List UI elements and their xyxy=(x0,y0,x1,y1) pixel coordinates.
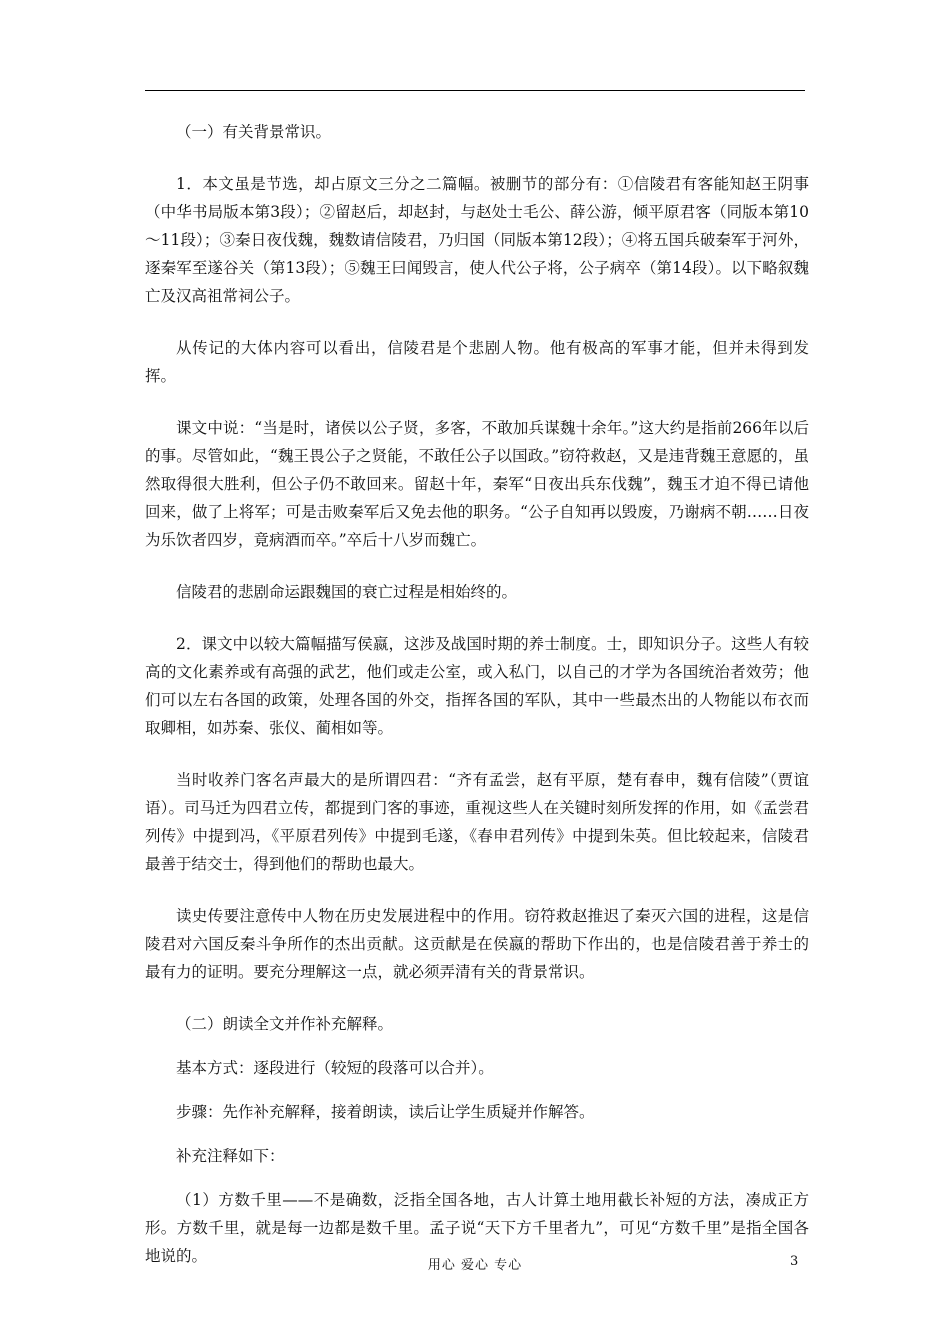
paragraph-houying-scholars: 2．课文中以较大篇幅描写侯嬴，这涉及战国时期的养士制度。士，即知识分子。这些人有较高的文化素养或有高强的武艺，他们或走公室，或入私门，以自己的才学为各国统治者效劳；他们可以左右各国的政策，处理各国的外交，指挥各国的军队，其中一些最杰出的人物能以布衣而取卿相，如苏秦、张仪、蔺相如等。 xyxy=(145,635,809,737)
header-rule xyxy=(145,90,805,91)
paragraph-text-quote: 课文中说：“当是时，诸侯以公子贤，多客，不敢加兵谋魏十余年。”这大约是指前266年以后的事。尽管如此，“魏王畏公子之贤能，不敢任公子以国政。”窃符救赵，又是违背魏王意愿的，虽然取得很大胜利，但公子仍不敢回来。留赵十年，秦军“日夜出兵东伐魏”，魏玉才迫不得已请他回来，做了上将军；可是击败秦军后又免去他的职务。“公子自知再以毁废，乃谢病不朝……日夜为乐饮者四岁，竟病酒而卒。”卒后十八岁而魏亡。 xyxy=(145,419,809,549)
footer-motto: 用心 爱心 专心 xyxy=(427,1258,523,1273)
paragraph-notes-intro: 补充注释如下： xyxy=(176,1147,285,1165)
paragraph-tragic-fate: 信陵君的悲剧命运跟魏国的衰亡过程是相始终的。 xyxy=(176,583,518,601)
document-body xyxy=(145,118,809,1270)
paragraph-basic-method: 基本方式：逐段进行（较短的段落可以合并）。 xyxy=(176,1059,494,1077)
section-heading-background: （一）有关背景常识。 xyxy=(176,123,332,141)
paragraph-steps: 步骤：先作补充解释，接着朗读，读后让学生质疑并作解答。 xyxy=(176,1103,595,1121)
paragraph-four-lords: 当时收养门客名声最大的是所谓四君：“齐有孟尝，赵有平原，楚有春申，魏有信陵”（贾谊语）。司马迁为四君立传，都提到门客的事迹，重视这些人在关键时刻所发挥的作用，如《孟尝君列传》中提到冯，《平原君列传》中提到毛遂，《春申君列传》中提到朱英。但比较起来，信陵君最善于结交士，得到他们的帮助也最大。 xyxy=(145,771,809,873)
paragraph-reading-history: 读史传要注意传中人物在历史发展进程中的作用。窃符救赵推迟了秦灭六国的进程，这是信陵君对六国反秦斗争所作的杰出贡献。这贡献是在侯嬴的帮助下作出的，也是信陵君善于养士的最有力的证明。要充分理解这一点，就必须弄清有关的背景常识。 xyxy=(145,907,809,981)
paragraph-note-1: （1）方数千里——不是确数，泛指全国各地，古人计算土地用截长补短的方法，凑成正方形。方数千里，就是每一边都是数千里。孟子说“天下方千里者九”，可见“方数千里”是指全国各地说的。 xyxy=(145,1191,809,1265)
paragraph-deleted-parts: 1．本文虽是节选，却占原文三分之二篇幅。被删节的部分有：①信陵君有客能知赵王阴事（中华书局版本第3段）；②留赵后，却赵封，与赵处士毛公、薛公游，倾平原君客（同版本第10～11段）；③秦日夜伐魏，魏数请信陵君，乃归国（同版本第12段）；④将五国兵破秦军于河外，逐秦军至遂谷关（第13段）；⑤魏王曰闻毁言，使人代公子将，公子病卒（第14段）。以下略叙魏亡及汉高祖常祠公子。 xyxy=(145,175,809,305)
section-heading-reading: （二）朗读全文并作补充解释。 xyxy=(176,1015,394,1033)
page-number: 3 xyxy=(790,1254,799,1269)
paragraph-tragic-figure: 从传记的大体内容可以看出，信陵君是个悲剧人物。他有极高的军事才能，但并未得到发挥。 xyxy=(145,339,809,385)
